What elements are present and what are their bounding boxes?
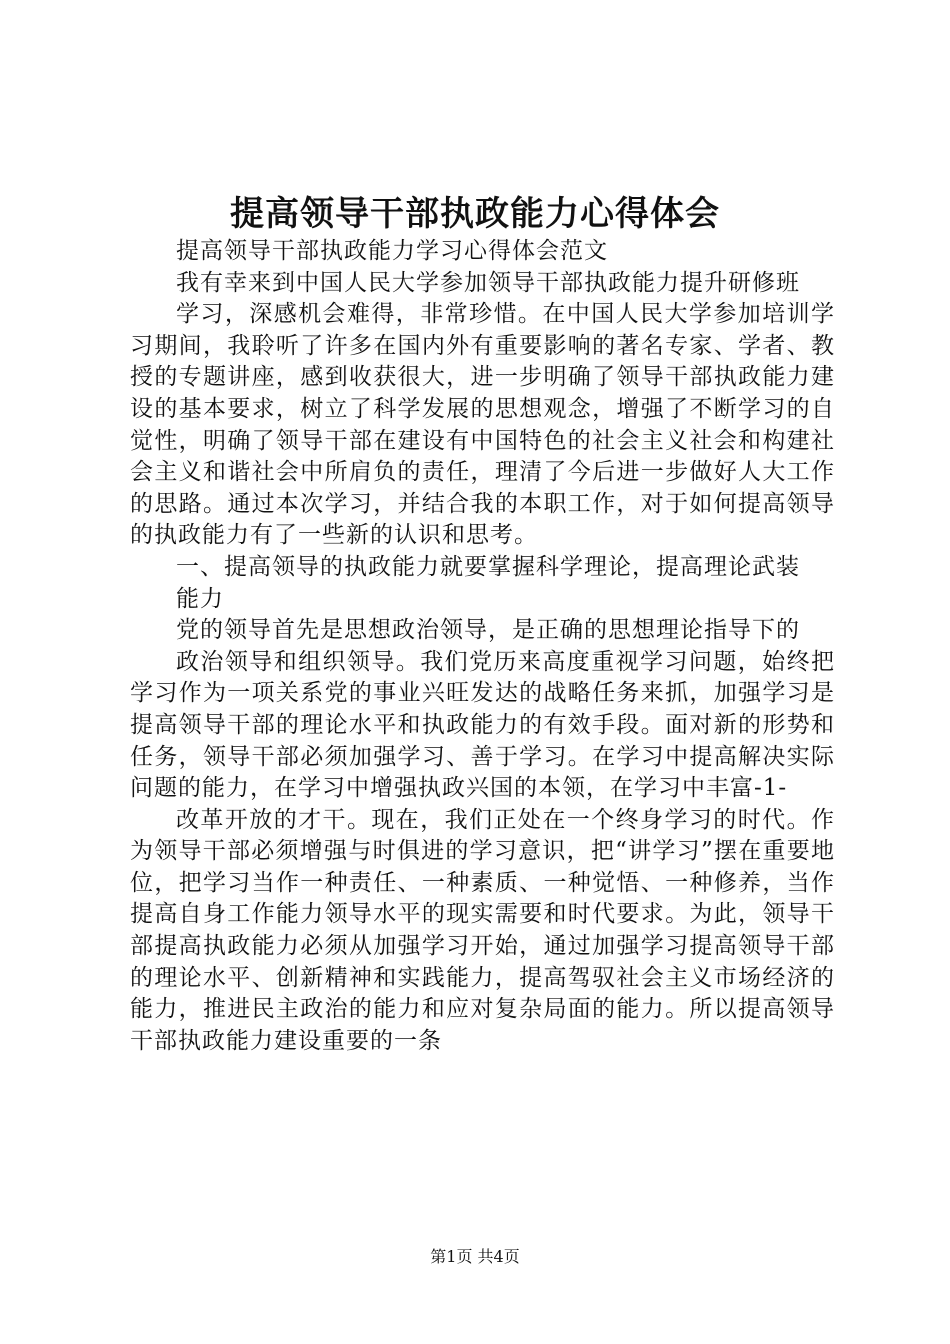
document-body <box>130 236 835 1057</box>
paragraph-reform: 改革开放的才干。现在，我们正处在一个终身学习的时代。作为领导干部必须增强与时俱进的学习意识，把“讲学习”摆在重要地位，把学习当作一种责任、一种素质、一种觉悟、一种修养，当作提高自身工作能力领导水平的现实需要和时代要求。为此，领导干部提高执政能力必须从加强学习开始，通过加强学习提高领导干部的理论水平、创新精神和实践能力，提高驾驭社会主义市场经济的能力，推进民主政治的能力和应对复杂局面的能力。所以提高领导干部执政能力建设重要的一条 <box>130 806 835 1054</box>
paragraph-subtitle: 提高领导干部执政能力学习心得体会范文 <box>176 238 608 264</box>
paragraph-leadership: 党的领导首先是思想政治领导，是正确的思想理论指导下的 <box>176 617 800 644</box>
paragraph-study: 学习，深感机会难得，非常珍惜。在中国人民大学参加培训学习期间，我聆听了许多在国内外有重要影响的著名专家、学者、教授的专题讲座，感到收获很大，进一步明确了领导干部执政能力建设的基本要求，树立了科学发展的思想观念，增强了不断学习的自觉性，明确了领导干部在建设有中国特色的社会主义社会和构建社会主义和谐社会中所肩负的责任，理清了今后进一步做好人大工作的思路。通过本次学习，并结合我的本职工作，对于如何提高领导的执政能力有了一些新的认识和思考。 <box>130 301 835 549</box>
paragraph-section-heading-cont: 能力 <box>176 585 224 612</box>
page-footer: 第1页 共4页 <box>430 1247 520 1266</box>
document-title: 提高领导干部执政能力心得体会 <box>230 194 720 234</box>
paragraph-section-heading: 一、提高领导的执政能力就要掌握科学理论，提高理论武装 <box>176 553 800 580</box>
paragraph-intro: 我有幸来到中国人民大学参加领导干部执政能力提升研修班 <box>176 269 800 296</box>
paragraph-political: 政治领导和组织领导。我们党历来高度重视学习问题，始终把学习作为一项关系党的事业兴旺发达的战略任务来抓，加强学习是提高领导干部的理论水平和执政能力的有效手段。面对新的形势和任务，领导干部必须加强学习、善于学习。在学习中提高解决实际问题的能力，在学习中增强执政兴国的本领，在学习中丰富-1- <box>130 648 835 802</box>
